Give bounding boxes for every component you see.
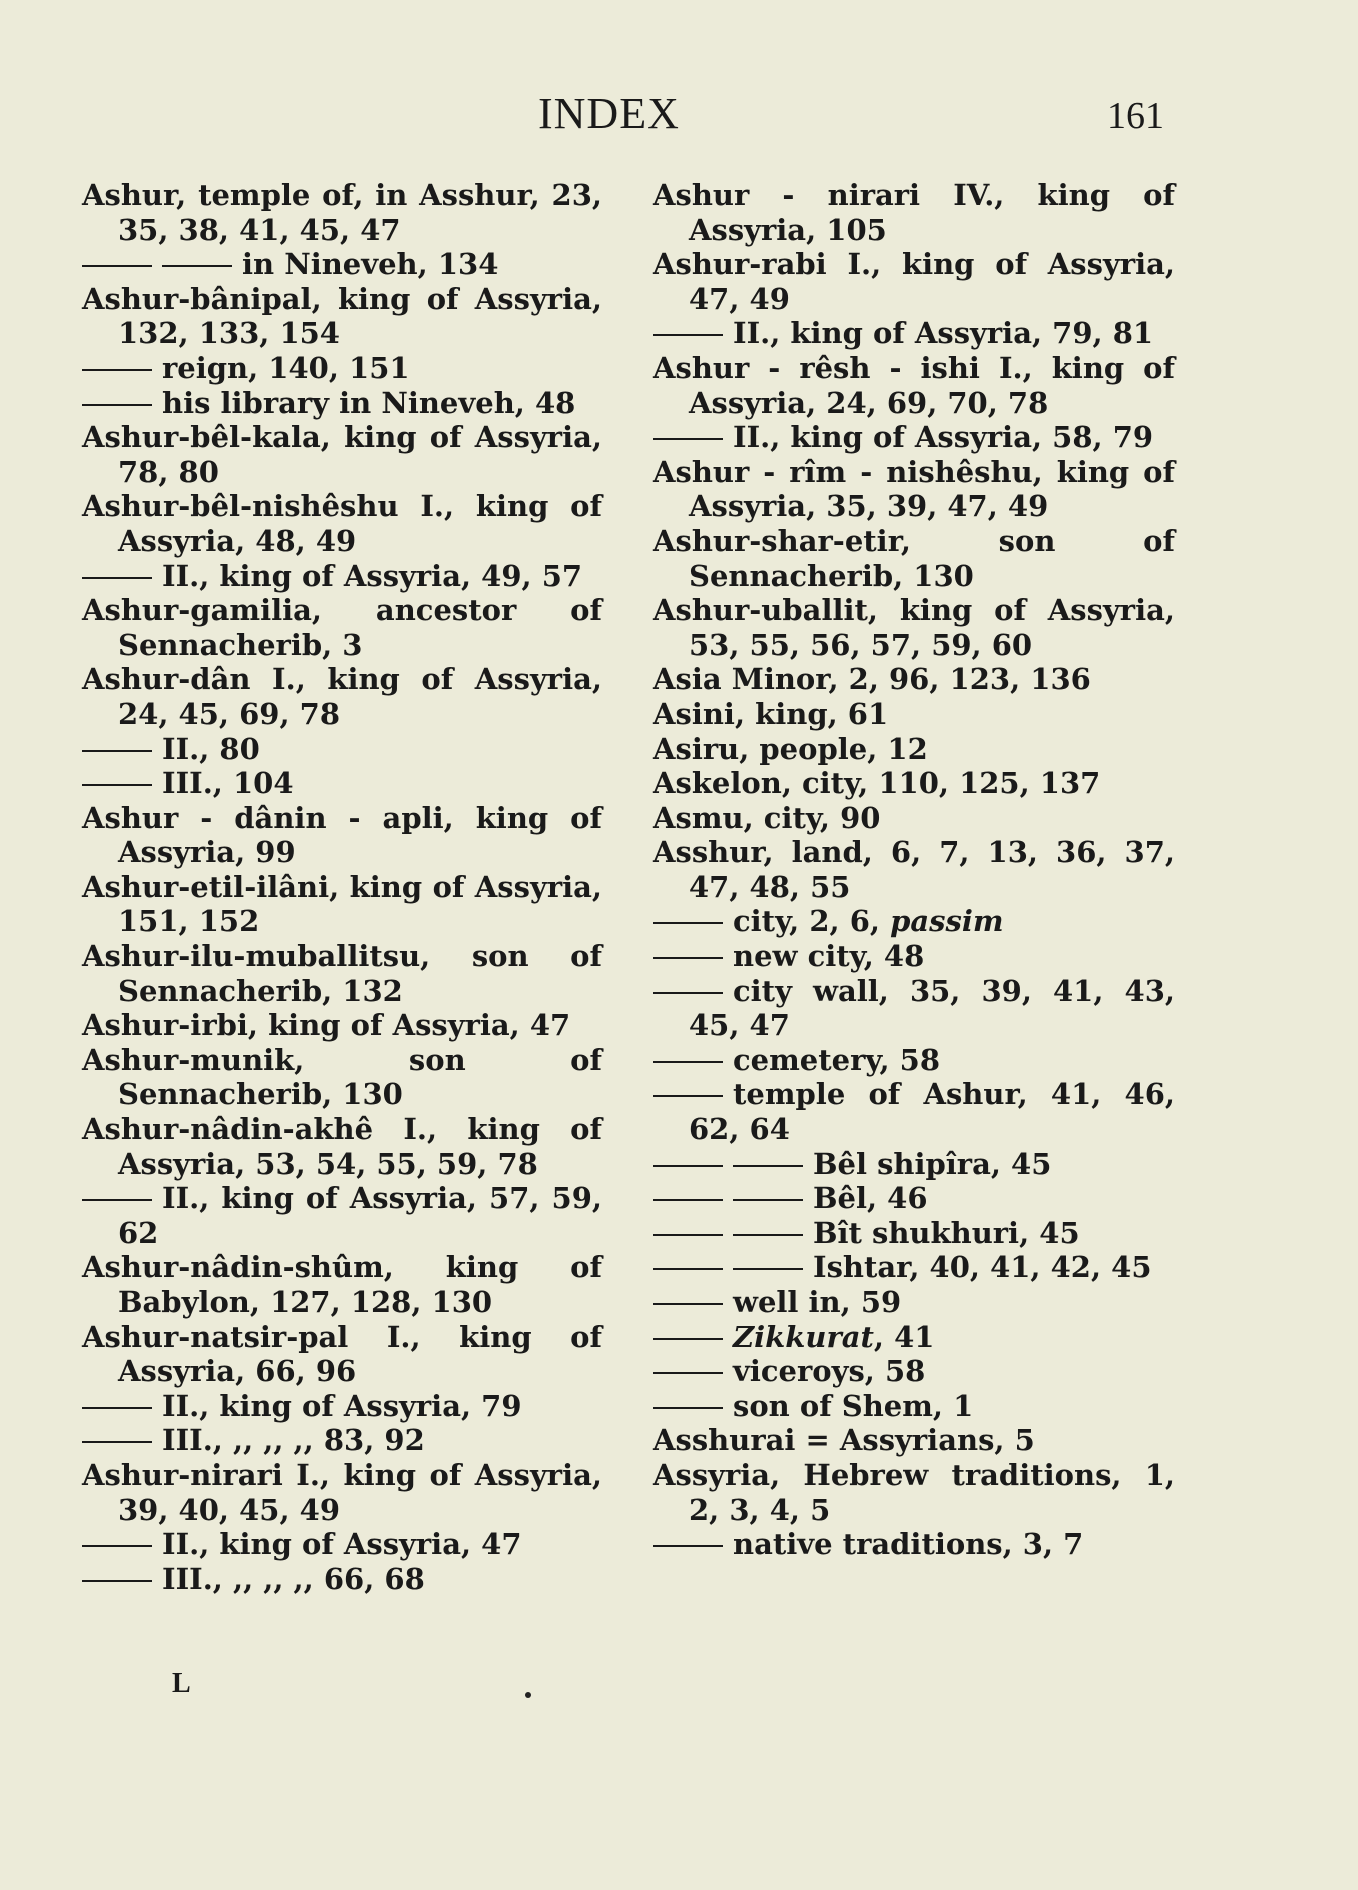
entry-text: native traditions, 3, 7 bbox=[733, 1527, 1084, 1562]
index-subentry bbox=[82, 766, 602, 801]
ditto-dash bbox=[733, 1268, 803, 1270]
entry-text: Asmu, city, 90 bbox=[653, 800, 881, 835]
index-entry bbox=[82, 939, 602, 1008]
entry-text: III., ,, ,, ,, 83, 92 bbox=[162, 1423, 425, 1458]
entry-text: Assyria, Hebrew traditions, 1, 2, 3, 4, 5 bbox=[653, 1457, 1175, 1527]
ditto-dash bbox=[653, 992, 723, 994]
index-entry bbox=[653, 524, 1175, 593]
index-subentry bbox=[82, 1423, 602, 1458]
entry-text: well in, 59 bbox=[733, 1285, 902, 1319]
entry-text: Ashur-gamilia, ancestor of Sennacherib, 3 bbox=[82, 593, 602, 662]
ditto-dash bbox=[82, 1545, 152, 1547]
index-entry bbox=[82, 178, 602, 247]
ditto-dash bbox=[653, 1165, 723, 1167]
index-subentry bbox=[82, 247, 602, 282]
index-entry bbox=[82, 282, 602, 351]
entry-text: Ashur-ilu-muballitsu, son of Sennacherib, 132 bbox=[82, 939, 602, 1008]
index-entry bbox=[653, 732, 1175, 767]
ditto-dash bbox=[733, 1199, 803, 1201]
entry-text: Ishtar, 40, 41, 42, 45 bbox=[813, 1250, 1152, 1285]
index-column-left bbox=[82, 178, 602, 1596]
ditto-dash bbox=[653, 1407, 723, 1409]
index-subentry bbox=[82, 732, 602, 767]
entry-text: Ashur-etil-ilâni, king of Assyria, 151, 152 bbox=[82, 869, 602, 939]
entry-text: Ashur-nâdin-akhê I., king of Assyria, 53, 54, 55, 59, 78 bbox=[82, 1112, 602, 1181]
index-entry bbox=[653, 662, 1175, 697]
ditto-dash bbox=[162, 265, 232, 267]
entry-text: Ashur-munik, son of Sennacherib, 130 bbox=[82, 1042, 602, 1112]
entry-text: Ashur - nirari IV., king of Assyria, 105 bbox=[653, 178, 1175, 247]
entry-tail-text: , 41 bbox=[873, 1319, 935, 1354]
entry-text: Ashur - dânin - apli, king of Assyria, 99 bbox=[82, 800, 602, 870]
ditto-dash bbox=[82, 577, 152, 579]
index-subentry bbox=[653, 1216, 1175, 1251]
ditto-dash bbox=[653, 1061, 723, 1063]
index-subentry bbox=[653, 974, 1175, 1043]
entry-text: Ashur-bêl-kala, king of Assyria, 78, 80 bbox=[82, 420, 602, 489]
index-subentry bbox=[82, 1527, 602, 1562]
ditto-dash bbox=[653, 334, 723, 336]
ditto-dash bbox=[82, 750, 152, 752]
index-entry bbox=[653, 351, 1175, 420]
index-entry bbox=[82, 489, 602, 558]
ditto-dash bbox=[82, 1199, 152, 1201]
ditto-dash bbox=[653, 438, 723, 440]
index-entry bbox=[82, 1112, 602, 1181]
entry-text: Ashur, temple of, in Asshur, 23, 35, 38, 41, 45, 47 bbox=[82, 178, 602, 247]
entry-text: II., 80 bbox=[162, 731, 260, 766]
entry-text: Ashur-nâdin-shûm, king of Babylon, 127, 128, 130 bbox=[82, 1250, 602, 1319]
entry-text: Asiru, people, 12 bbox=[653, 731, 928, 766]
entry-text: Ashur-nirari I., king of Assyria, 39, 40, 45, 49 bbox=[82, 1457, 602, 1527]
ditto-dash bbox=[82, 369, 152, 371]
index-column-right bbox=[653, 178, 1175, 1562]
ditto-dash bbox=[653, 1095, 723, 1097]
index-entry bbox=[82, 1043, 602, 1112]
ditto-dash bbox=[653, 1199, 723, 1201]
entry-text: III., 104 bbox=[162, 766, 294, 801]
entry-text: Bêl, 46 bbox=[813, 1181, 928, 1216]
ditto-dash bbox=[82, 1407, 152, 1409]
entry-text: II., king of Assyria, 79 bbox=[162, 1388, 522, 1423]
ditto-dash bbox=[82, 1441, 152, 1443]
entry-text: Ashur-uballit, king of Assyria, 53, 55, 56, 57, 59, 60 bbox=[653, 593, 1175, 662]
index-entry bbox=[653, 801, 1175, 836]
entry-text: Asia Minor, 2, 96, 123, 136 bbox=[653, 662, 1091, 697]
entry-text: Ashur - rîm - nishêshu, king of Assyria, 35, 39, 47, 49 bbox=[653, 454, 1175, 524]
entry-text: Ashur-bêl-nishêshu I., king of Assyria, 48, 49 bbox=[82, 489, 602, 558]
entry-text: Ashur-rabi I., king of Assyria, 47, 49 bbox=[653, 247, 1175, 316]
entry-text: city, 2, 6, bbox=[733, 904, 891, 939]
ditto-dash bbox=[733, 1234, 803, 1236]
index-subentry bbox=[653, 1527, 1175, 1562]
entry-text: Ashur-dân I., king of Assyria, 24, 45, 69, 78 bbox=[82, 662, 602, 731]
index-entry bbox=[653, 835, 1175, 904]
ditto-dash bbox=[82, 1580, 152, 1582]
ditto-dash bbox=[82, 265, 152, 267]
index-entry bbox=[82, 1320, 602, 1389]
entry-italic-text: Zikkurat bbox=[733, 1319, 874, 1354]
entry-text: Asshur, land, 6, 7, 13, 36, 37, 47, 48, 55 bbox=[653, 835, 1175, 904]
index-subentry bbox=[653, 1354, 1175, 1389]
index-entry bbox=[653, 455, 1175, 524]
index-subentry bbox=[653, 1043, 1175, 1078]
entry-text: son of Shem, 1 bbox=[733, 1388, 974, 1423]
entry-text: II., king of Assyria, 57, 59, 62 bbox=[118, 1181, 602, 1250]
entry-text: II., king of Assyria, 47 bbox=[162, 1527, 522, 1562]
page-speck bbox=[525, 1692, 531, 1698]
index-subentry bbox=[653, 1147, 1175, 1182]
index-entry bbox=[82, 1458, 602, 1527]
running-title: INDEX bbox=[538, 89, 680, 138]
page-number: 161 bbox=[1107, 95, 1164, 137]
entry-text: viceroys, 58 bbox=[733, 1354, 926, 1389]
entry-text: cemetery, 58 bbox=[733, 1042, 940, 1077]
index-entry bbox=[653, 1423, 1175, 1458]
entry-text: II., king of Assyria, 58, 79 bbox=[733, 420, 1154, 455]
ditto-dash bbox=[82, 404, 152, 406]
entry-text: reign, 140, 151 bbox=[162, 350, 410, 385]
ditto-dash bbox=[653, 1303, 723, 1305]
entry-text: Ashur-irbi, king of Assyria, 47 bbox=[82, 1008, 571, 1043]
entry-text: II., king of Assyria, 49, 57 bbox=[162, 558, 583, 593]
ditto-dash bbox=[82, 784, 152, 786]
ditto-dash bbox=[653, 1372, 723, 1374]
index-entry bbox=[82, 662, 602, 731]
index-subentry bbox=[653, 420, 1175, 455]
entry-text: in Nineveh, 134 bbox=[242, 247, 499, 282]
entry-text: Asshurai = Assyrians, 5 bbox=[653, 1423, 1035, 1458]
entry-text: temple of Ashur, 41, 46, 62, 64 bbox=[689, 1077, 1175, 1147]
index-entry bbox=[82, 593, 602, 662]
index-subentry bbox=[82, 559, 602, 594]
entry-text: II., king of Assyria, 79, 81 bbox=[733, 316, 1154, 351]
ditto-dash bbox=[653, 1268, 723, 1270]
entry-text: Bît shukhuri, 45 bbox=[813, 1215, 1080, 1250]
index-entry bbox=[653, 247, 1175, 316]
index-entry bbox=[653, 178, 1175, 247]
ditto-dash bbox=[653, 957, 723, 959]
index-entry bbox=[653, 697, 1175, 732]
index-entry bbox=[653, 766, 1175, 801]
entry-text: Ashur - rêsh - ishi I., king of Assyria, 24, 69, 70, 78 bbox=[653, 350, 1175, 420]
index-entry bbox=[82, 870, 602, 939]
entry-text: his library in Nineveh, 48 bbox=[162, 385, 576, 420]
index-subentry bbox=[653, 904, 1175, 939]
entry-text: city wall, 35, 39, 41, 43, 45, 47 bbox=[689, 973, 1175, 1043]
ditto-dash bbox=[653, 1545, 723, 1547]
index-subentry bbox=[82, 1181, 602, 1250]
entry-text: Ashur-shar-etir, son of Sennacherib, 130 bbox=[653, 523, 1175, 593]
ditto-dash bbox=[653, 1338, 723, 1340]
entry-text: Asini, king, 61 bbox=[653, 696, 889, 731]
index-subentry bbox=[82, 1562, 602, 1597]
entry-text: Ashur-natsir-pal I., king of Assyria, 66, 96 bbox=[82, 1319, 602, 1389]
entry-text: III., ,, ,, ,, 66, 68 bbox=[162, 1561, 425, 1596]
index-entry bbox=[82, 801, 602, 870]
entry-italic-text: passim bbox=[890, 904, 1004, 939]
index-entry bbox=[653, 593, 1175, 662]
index-subentry bbox=[653, 1320, 1175, 1355]
index-subentry bbox=[82, 1389, 602, 1424]
index-subentry bbox=[653, 1250, 1175, 1285]
ditto-dash bbox=[653, 1234, 723, 1236]
index-entry bbox=[653, 1458, 1175, 1527]
entry-text: Ashur-bânipal, king of Assyria, 132, 133, 154 bbox=[82, 281, 602, 351]
index-subentry bbox=[82, 351, 602, 386]
index-subentry bbox=[82, 386, 602, 421]
index-entry bbox=[82, 420, 602, 489]
ditto-dash bbox=[653, 922, 723, 924]
index-subentry bbox=[653, 1077, 1175, 1146]
printer-signature-mark: L bbox=[172, 1668, 191, 1699]
index-entry bbox=[82, 1250, 602, 1319]
ditto-dash bbox=[733, 1165, 803, 1167]
entry-text: new city, 48 bbox=[733, 939, 925, 974]
index-subentry bbox=[653, 1285, 1175, 1320]
index-subentry bbox=[653, 1181, 1175, 1216]
index-subentry bbox=[653, 1389, 1175, 1424]
index-subentry bbox=[653, 939, 1175, 974]
index-entry bbox=[82, 1008, 602, 1043]
entry-text: Askelon, city, 110, 125, 137 bbox=[653, 766, 1101, 801]
index-subentry bbox=[653, 316, 1175, 351]
entry-text: Bêl shipîra, 45 bbox=[813, 1146, 1052, 1181]
